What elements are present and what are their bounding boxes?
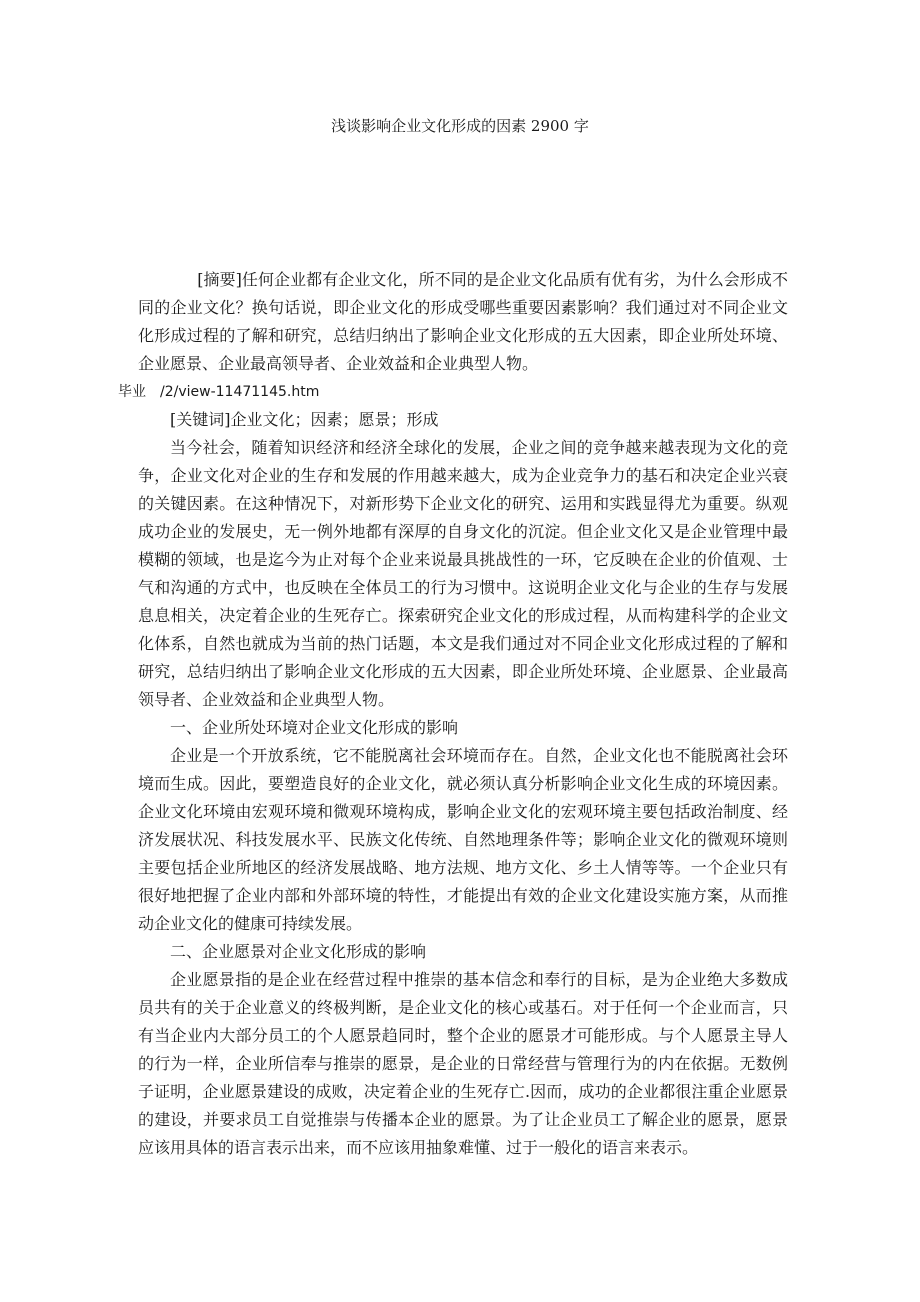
- body-paragraph-intro: 当今社会，随着知识经济和经济全球化的发展，企业之间的竞争越来越表现为文化的竞争，企业文化对企业的生存和发展的作用越来越大，成为企业竞争力的基石和决定企业兴衰的关键因素。在这种情况下，对新形势下企业文化的研究、运用和实践显得尤为重要。纵观成功企业的发展史，无一例外地都有深厚的自身文化的沉淀。但企业文化又是企业管理中最模糊的领域，也是迄今为止对每个企业来说最具挑战性的一环，它反映在企业的价值观、士气和沟通的方式中，也反映在全体员工的行为习惯中。这说明企业文化与企业的生存与发展息息相关，决定着企业的生死存亡。探索研究企业文化的形成过程，从而构建科学的企业文化体系，自然也就成为当前的热门话题，本文是我们通过对不同企业文化形成过程的了解和研究，总结归纳出了影响企业文化形成的五大因素，即企业所处环境、企业愿景、企业最高领导者、企业效益和企业典型人物。: [138, 438, 788, 709]
- url-prefix: 毕业: [118, 384, 146, 400]
- section-heading-vision: 二、企业愿景对企业文化形成的影响: [170, 942, 427, 961]
- abstract-paragraph: [摘要]任何企业都有企业文化，所不同的是企业文化品质有优有劣，为什么会形成不同的企业文化？换句话说，即企业文化的形成受哪些重要因素影响？我们通过对不同企业文化形成过程的了解和研究，总结归纳出了影响企业文化形成的五大因素，即企业所处环境、企业愿景、企业最高领导者、企业效益和企业典型人物。: [138, 270, 788, 373]
- body-paragraph-vision: 企业愿景指的是企业在经营过程中推崇的基本信念和奉行的目标，是为企业绝大多数成员共有的关于企业意义的终极判断，是企业文化的核心或基石。对于任何一个企业而言，只有当企业内大部分员工的个人愿景趋同时，整个企业的愿景才可能形成。与个人愿景主导人的行为一样，企业所信奉与推崇的愿景，是企业的日常经营与管理行为的内在依据。无数例子证明，企业愿景建设的成败，决定着企业的生死存亡.因而，成功的企业都很注重企业愿景的建设，并要求员工自觉推崇与传播本企业的愿景。为了让企业员工了解企业的愿景，愿景应该用具体的语言表示出来，而不应该用抽象难懂、过于一般化的语言来表示。: [138, 970, 788, 1157]
- section-heading-environment: 一、企业所处环境对企业文化形成的影响: [170, 718, 459, 737]
- keywords-paragraph: [关键词]企业文化；因素；愿景；形成: [170, 410, 439, 429]
- source-url-line: [118, 378, 788, 406]
- url-path: /2/view-11471145.htm: [160, 384, 320, 400]
- document-title: 浅谈影响企业文化形成的因素 2900 字: [331, 117, 589, 135]
- document-body: [118, 266, 788, 1162]
- body-paragraph-environment: 企业是一个开放系统，它不能脱离社会环境而存在。自然，企业文化也不能脱离社会环境而生成。因此，要塑造良好的企业文化，就必须认真分析影响企业文化生成的环境因素。企业文化环境由宏观环境和微观环境构成，影响企业文化的宏观环境主要包括政治制度、经济发展状况、科技发展水平、民族文化传统、自然地理条件等；影响企业文化的微观环境则主要包括企业所地区的经济发展战略、地方法规、地方文化、乡土人情等等。一个企业只有很好地把握了企业内部和外部环境的特性，才能提出有效的企业文化建设实施方案，从而推动企业文化的健康可持续发展。: [138, 746, 788, 933]
